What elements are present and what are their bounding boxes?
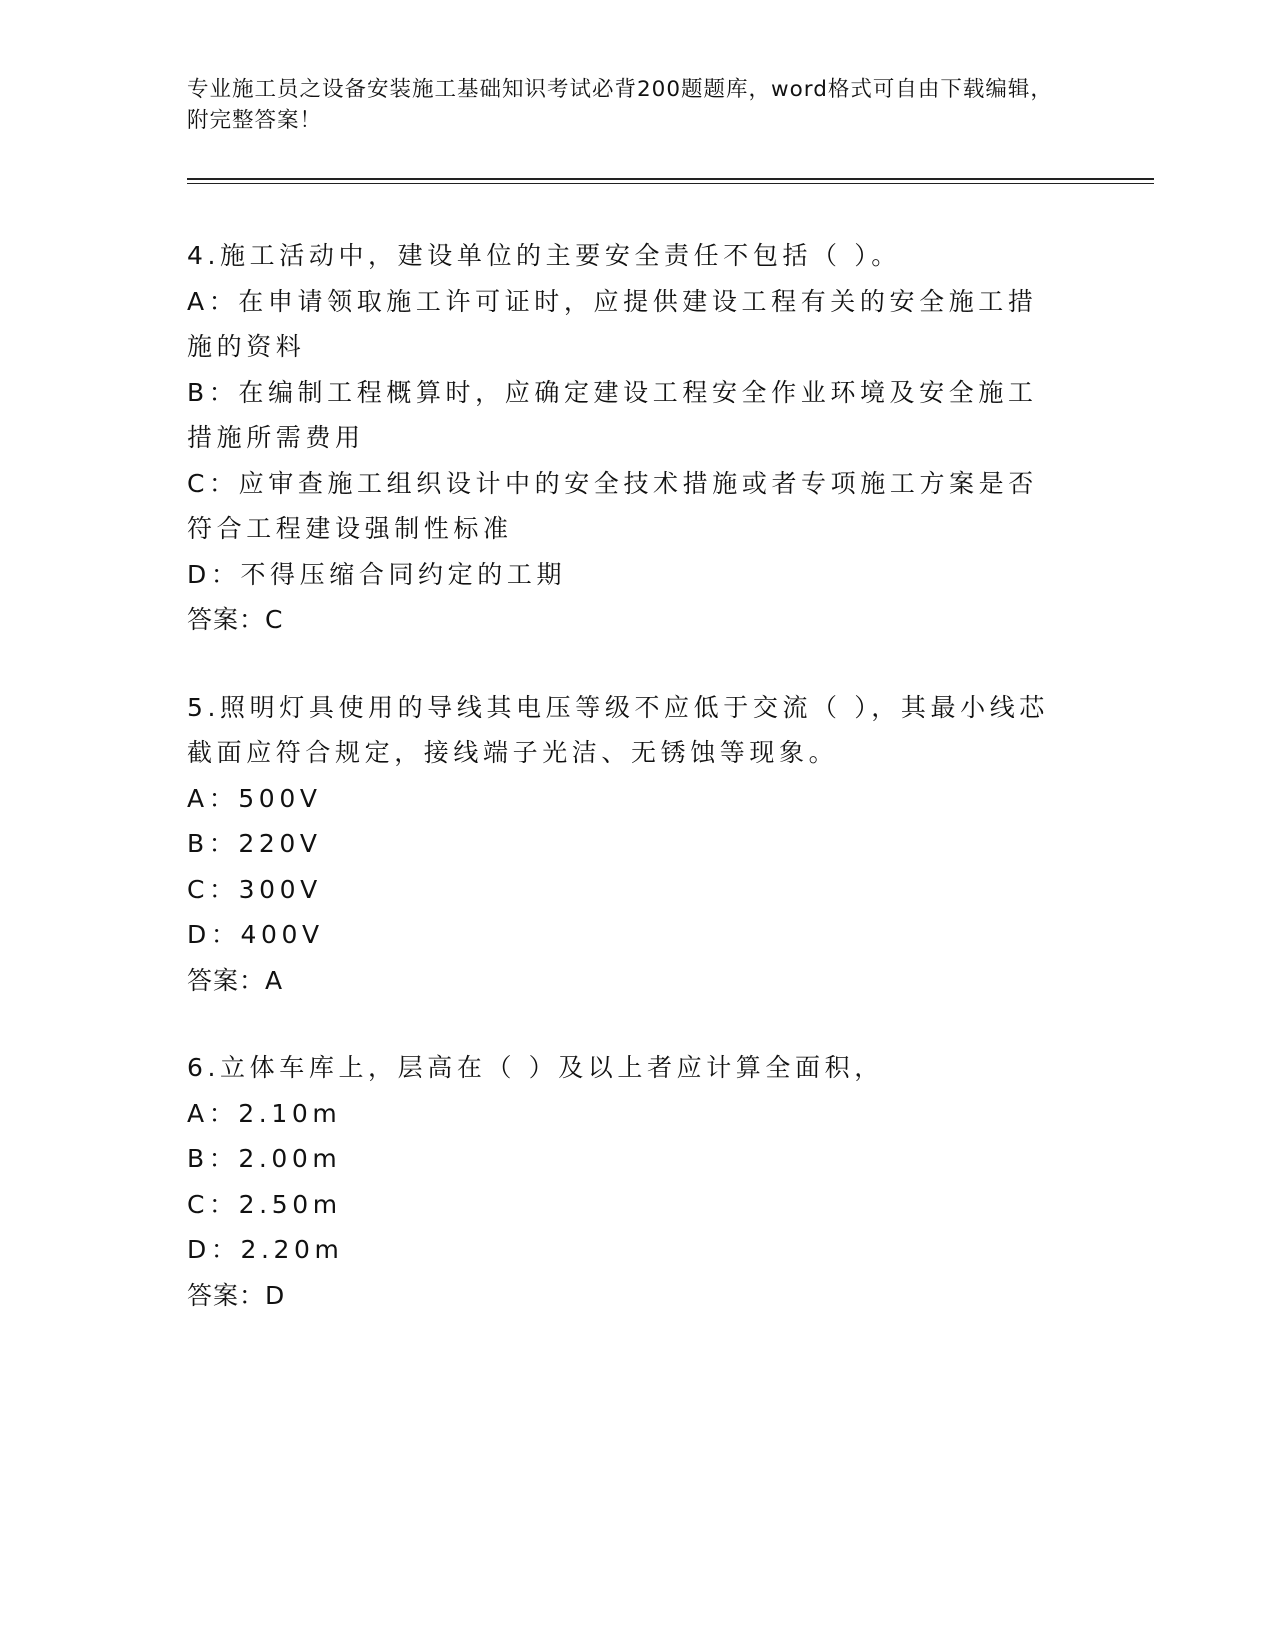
answer: 答案：C xyxy=(187,605,284,634)
question-list xyxy=(187,233,1067,1318)
option-d: D：不得压缩合同约定的工期 xyxy=(187,559,567,589)
option-a: A：500V xyxy=(187,783,322,813)
option-d: D：400V xyxy=(187,920,324,949)
question-stem: 6.立体车库上，层高在（ ）及以上者应计算全面积， xyxy=(187,1053,884,1082)
answer: 答案：A xyxy=(187,965,284,995)
option-c: C：应审查施工组织设计中的安全技术措施或者专项施工方案是否符合工程建设强制性标准 xyxy=(187,468,1038,543)
option-b: B：2.00m xyxy=(187,1144,342,1173)
header-rule-thin xyxy=(187,183,1154,184)
option-b: B：220V xyxy=(187,829,322,858)
question-5 xyxy=(187,685,1067,1004)
option-a: A：2.10m xyxy=(187,1098,342,1128)
document-header: 专业施工员之设备安装施工基础知识考试必背200题题库，word格式可自由下载编辑，附完整答案！ xyxy=(187,77,1053,133)
option-a: A：在申请领取施工许可证时，应提供建设工程有关的安全施工措施的资料 xyxy=(187,286,1038,361)
header-rule-thick xyxy=(187,178,1154,180)
option-d: D：2.20m xyxy=(187,1235,344,1264)
question-6 xyxy=(187,1045,1067,1318)
option-c: C：300V xyxy=(187,874,322,904)
question-stem: 5.照明灯具使用的导线其电压等级不应低于交流（ ），其最小线芯截面应符合规定，接线端子光洁、无锈蚀等现象。 xyxy=(187,692,1049,767)
option-c: C：2.50m xyxy=(187,1189,342,1219)
answer: 答案：D xyxy=(187,1280,286,1310)
option-b: B：在编制工程概算时，应确定建设工程安全作业环境及安全施工措施所需费用 xyxy=(187,377,1038,452)
question-4 xyxy=(187,233,1067,643)
question-stem: 4.施工活动中，建设单位的主要安全责任不包括（ ）。 xyxy=(187,241,901,270)
